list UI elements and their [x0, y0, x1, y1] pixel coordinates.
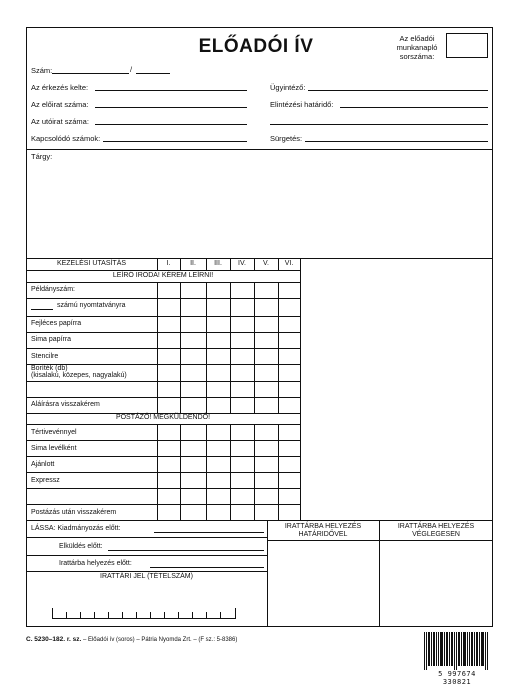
szam-label: Szám:: [31, 66, 53, 75]
targy-label: Tárgy:: [31, 152, 53, 161]
row-alairasra: Aláírásra visszakérem: [31, 401, 100, 408]
comb-tick: [108, 612, 109, 618]
hatarido-box-area[interactable]: [268, 541, 378, 626]
comb-tick: [192, 612, 193, 618]
lassa-line: [26, 537, 267, 538]
comb-tick: [206, 612, 207, 618]
elkuldes-label: Elküldés előtt:: [59, 543, 103, 550]
column-6: VI.: [284, 260, 294, 267]
column-4: IV.: [238, 260, 246, 267]
szam-separator: /: [130, 65, 133, 74]
table-right-border: [300, 258, 301, 520]
kapcsolodo-label: Kapcsolódó számok:: [31, 134, 101, 143]
column-5: V.: [263, 260, 269, 267]
row-boritek: Boríték (db): [31, 365, 68, 372]
footer-text: [26, 636, 237, 643]
elkuldes-field[interactable]: [108, 550, 264, 551]
vegleges-box-title: IRATTÁRBA HELYEZÉS VÉGLEGESEN: [397, 523, 475, 538]
row2-line-5: [26, 504, 300, 505]
erkezes-label: Az érkezés kelte:: [31, 83, 89, 92]
row-line-3: [26, 332, 300, 333]
row-tertiveveny: Tértivevénnyel: [31, 429, 77, 436]
targy-bottom-divider: [26, 258, 493, 259]
targy-area[interactable]: [27, 163, 492, 257]
comb-tick: [66, 612, 67, 618]
section-postazo: POSTÁZÓ! MEGKÜLDENDŐ!: [115, 414, 211, 421]
row-line-2: [26, 316, 300, 317]
irattarba-label: Irattárba helyezés előtt:: [59, 560, 132, 567]
hatarido-box-title: IRATTÁRBA HELYEZÉS HATÁRIDŐVEL: [284, 523, 362, 538]
ugyintezo-field[interactable]: [308, 90, 488, 91]
utoirat-field[interactable]: [95, 124, 247, 125]
journal-number-label: Az előadói munkanapló sorszáma:: [396, 34, 438, 61]
targy-top-divider: [26, 149, 493, 150]
erkezes-field[interactable]: [95, 90, 247, 91]
row-fejleces: Fejléces papírra: [31, 320, 82, 327]
row-postazas-utan: Postázás után visszakérem: [31, 509, 117, 516]
form-title: ELŐADÓI ÍV: [198, 36, 314, 57]
lassa-label: LÁSSA: Kiadmányozás előtt:: [31, 525, 121, 532]
row-expressz: Expressz: [31, 477, 60, 484]
table-header: KEZELÉSI UTASÍTÁS: [56, 260, 127, 267]
row-line-4: [26, 348, 300, 349]
ugyintezo-label: Ügyintéző:: [270, 83, 306, 92]
vegleges-box-area[interactable]: [380, 541, 492, 626]
footer-code: C. 5230–182. r. sz.: [26, 636, 82, 643]
szam-suffix-field[interactable]: [136, 73, 170, 74]
comb-tick: [94, 612, 95, 618]
irattarba-field[interactable]: [150, 567, 264, 568]
comb-tick: [220, 612, 221, 618]
comb-tick: [150, 612, 151, 618]
row-line-6: [26, 381, 300, 382]
row2-line-2: [26, 456, 300, 457]
irattarba-line: [26, 571, 267, 572]
footer-description: – Előadói ív (soros) – Pátria Nyomda Zrt. – (F sz.: 5-8386): [82, 637, 238, 643]
row-boritek-meret: (kisalakú, közepes, nagyalakú): [31, 372, 127, 379]
barcode-icon: [424, 632, 490, 670]
row-ajanlott: Ajánlott: [31, 461, 55, 468]
section2-line: [26, 424, 300, 425]
comb-tick: [122, 612, 123, 618]
comb-tick: [52, 608, 53, 618]
comb-tick: [136, 612, 137, 618]
surgetes-field[interactable]: [305, 141, 488, 142]
row-stencil: Stencilre: [31, 353, 59, 360]
section1-line: [26, 282, 300, 283]
nyomtatvany-number-field[interactable]: [31, 309, 53, 310]
comb-tick: [80, 612, 81, 618]
eloirat-field[interactable]: [95, 107, 247, 108]
row2-line-4: [26, 488, 300, 489]
hatarido-field[interactable]: [340, 107, 488, 108]
row2-line-1: [26, 440, 300, 441]
journal-number-box[interactable]: [446, 33, 488, 58]
section-leiro-iroda: LEÍRÓ IRODA! KÉREM LEÍRNI!: [112, 272, 214, 279]
row-line-1: [26, 298, 300, 299]
row-sima-papir: Sima papírra: [31, 336, 72, 343]
surgetes-label: Sürgetés:: [270, 134, 303, 143]
comb-tick: [178, 612, 179, 618]
column-1: I.: [166, 260, 171, 267]
row2-line-3: [26, 472, 300, 473]
szam-field[interactable]: [52, 73, 129, 74]
irattari-jel-label: IRATTÁRI JEL (TÉTELSZÁM): [100, 573, 193, 580]
eloirat-label: Az előirat száma:: [31, 100, 89, 109]
table-bottom-line: [26, 520, 493, 521]
row-line-7: [26, 397, 300, 398]
hatarido-label: Elintézési határidő:: [270, 100, 334, 109]
comb-tick: [164, 612, 165, 618]
barcode-number: 5 997674 330821: [438, 670, 476, 686]
kapcsolodo-field[interactable]: [103, 141, 247, 142]
elkuldes-line: [26, 555, 267, 556]
column-2: II.: [190, 260, 196, 267]
row-nyomtatvany: számú nyomtatványra: [57, 302, 126, 309]
utoirat-label: Az utóirat száma:: [31, 117, 89, 126]
lassa-field[interactable]: [154, 532, 264, 533]
irattari-jel-field[interactable]: [52, 608, 236, 619]
comb-tick: [235, 608, 236, 618]
row-sima-level: Sima levélként: [31, 445, 77, 452]
row-peldanyszam: Példányszám:: [31, 286, 75, 293]
header-row-line: [26, 270, 300, 271]
column-3: III.: [214, 260, 222, 267]
right-blank-field[interactable]: [270, 124, 488, 125]
